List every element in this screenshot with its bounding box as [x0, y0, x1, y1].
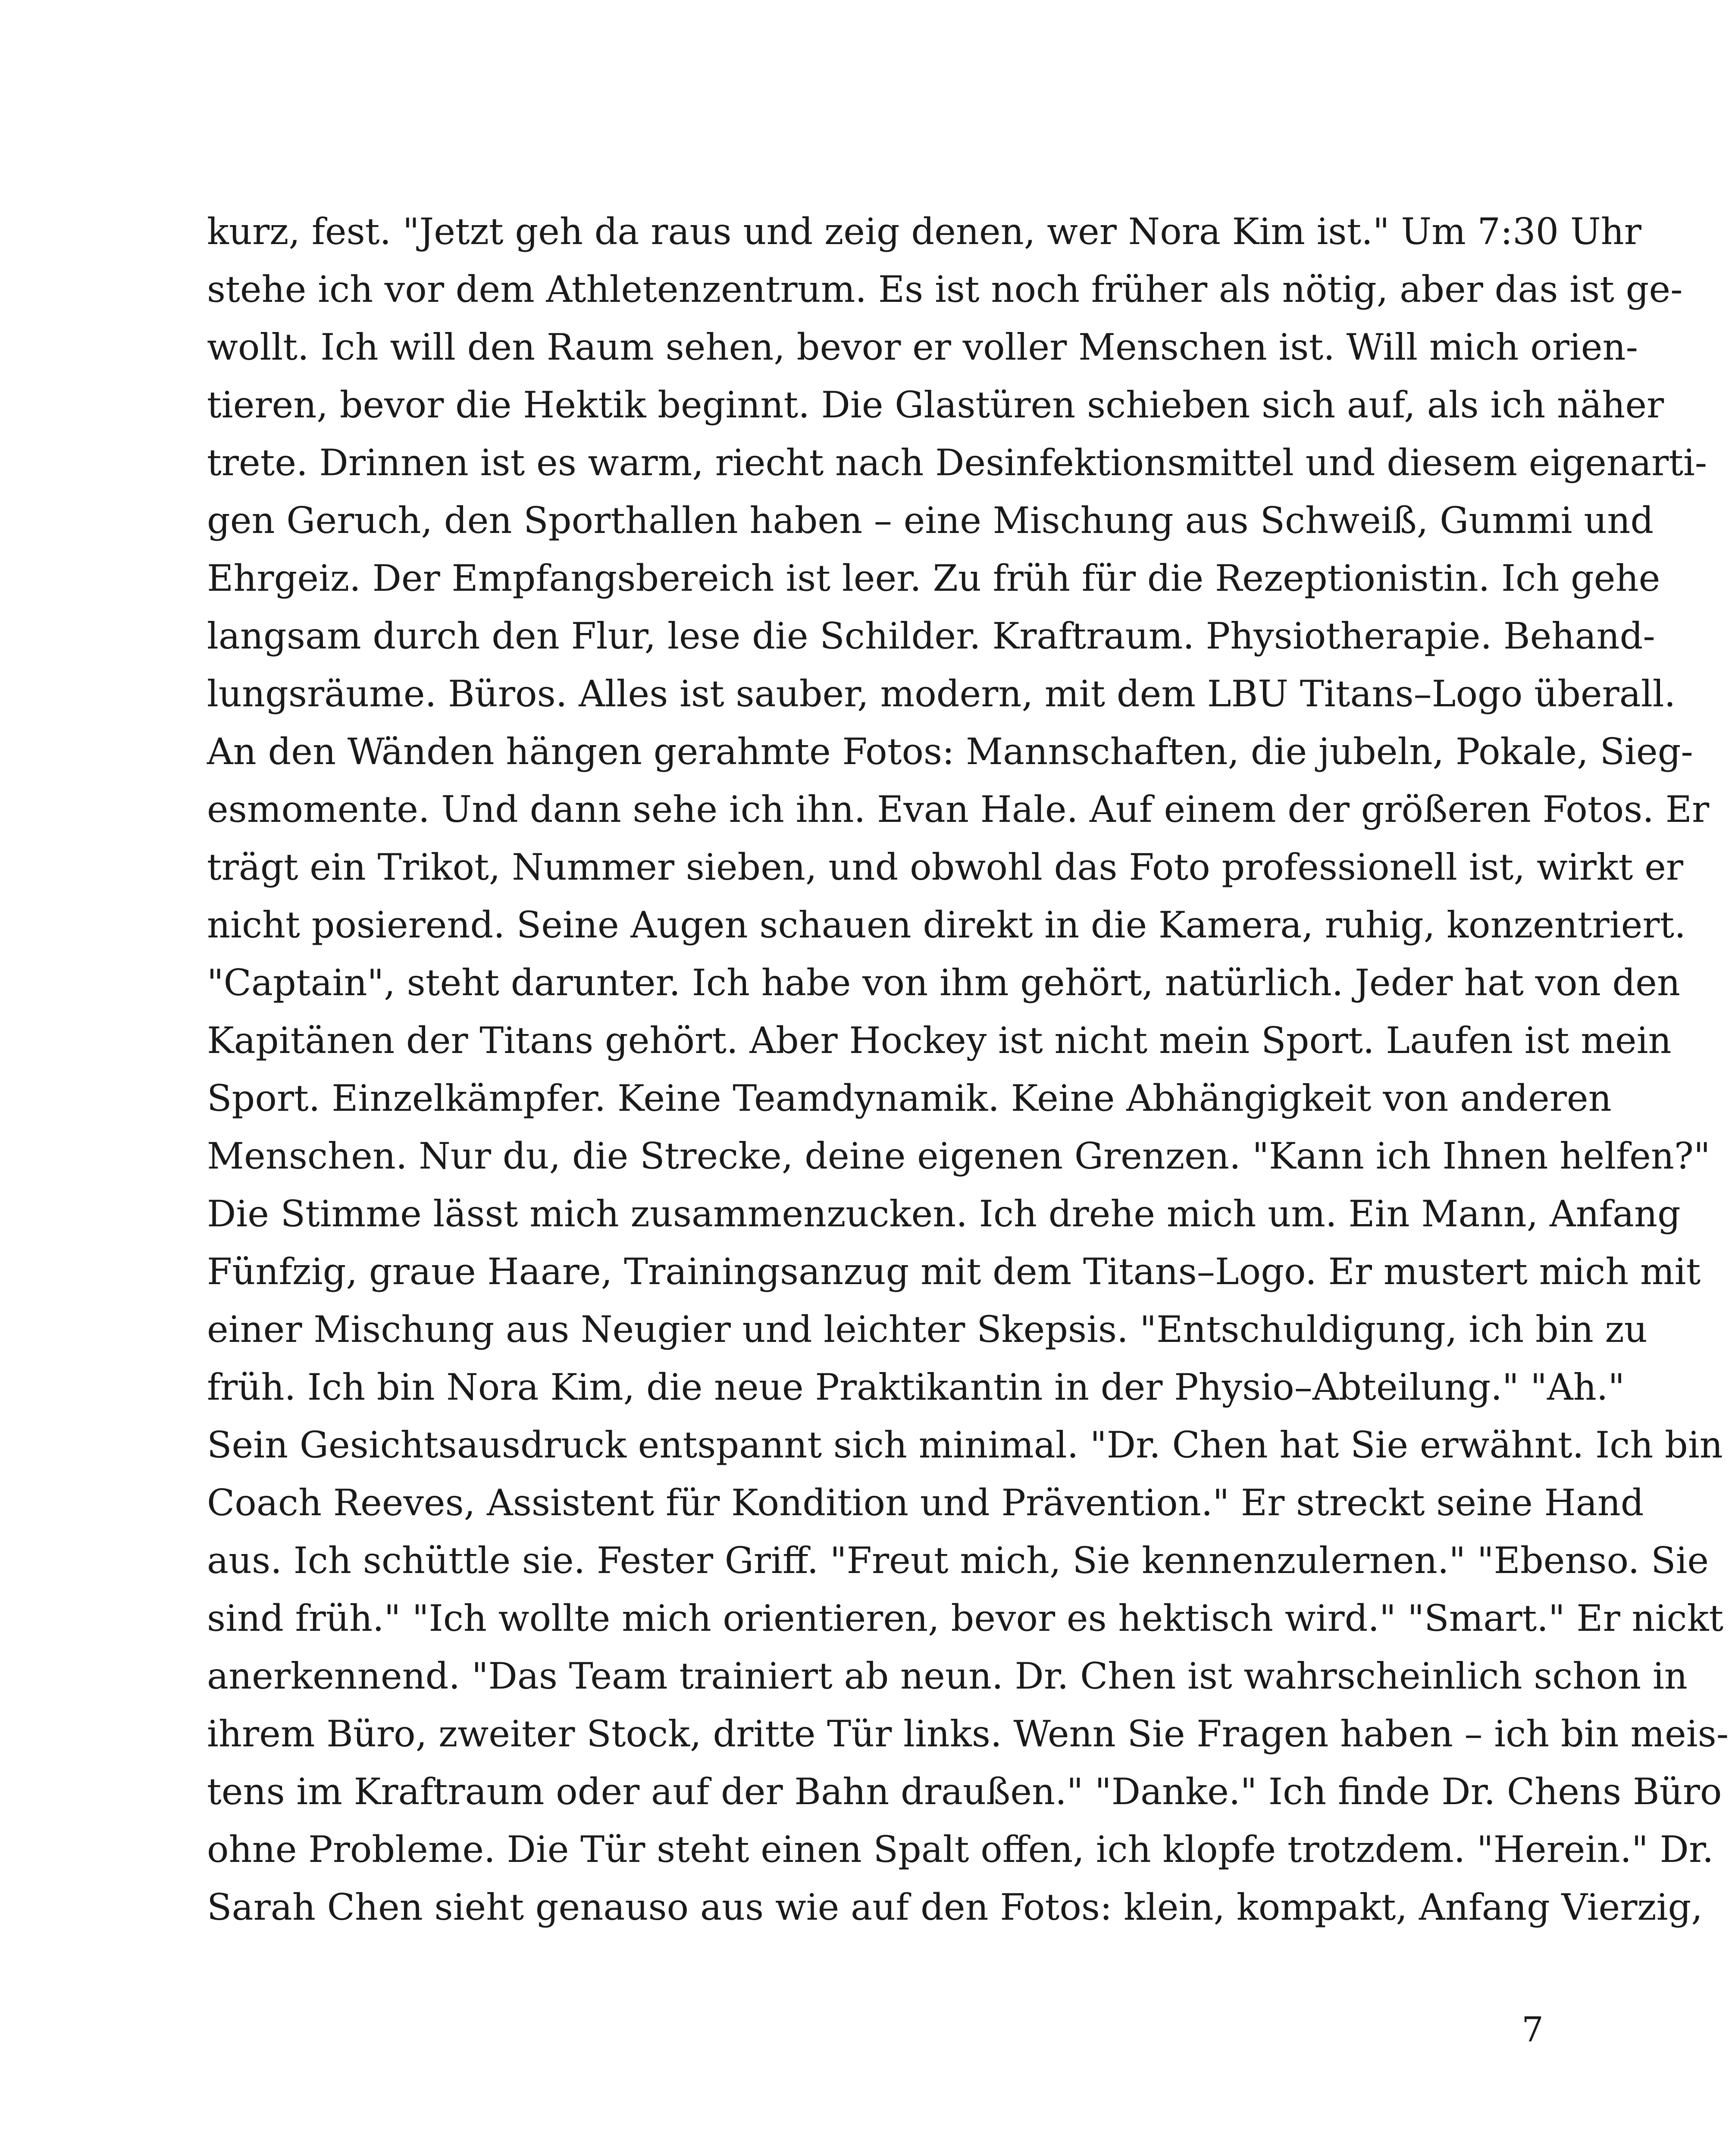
text-line: Ehrgeiz. Der Empfangsbereich ist leer. Zu früh für die Rezeptionistin. Ich gehe	[207, 557, 1660, 599]
text-line: früh. Ich bin Nora Kim, die neue Praktikantin in der Physio–Abteilung." "Ah."	[207, 1366, 1625, 1408]
text-line: einer Mischung aus Neugier und leichter Skepsis. "Entschuldigung, ich bin zu	[207, 1308, 1647, 1351]
text-line: "Captain", steht darunter. Ich habe von ihm gehört, natürlich. Jeder hat von den	[207, 962, 1680, 1004]
text-line: stehe ich vor dem Athletenzentrum. Es ist noch früher als nötig, aber das ist ge-	[207, 268, 1683, 310]
text-line: Fünfzig, graue Haare, Trainingsanzug mit dem Titans–Logo. Er mustert mich mit	[207, 1250, 1701, 1293]
text-line: wollt. Ich will den Raum sehen, bevor er voller Menschen ist. Will mich orien-	[207, 326, 1638, 368]
text-line: ihrem Büro, zweiter Stock, dritte Tür links. Wenn Sie Fragen haben – ich bin meis-	[207, 1713, 1729, 1755]
text-line: tens im Kraftraum oder auf der Bahn draußen." "Danke." Ich finde Dr. Chens Büro	[207, 1771, 1722, 1813]
text-line: kurz, fest. "Jetzt geh da raus und zeig denen, wer Nora Kim ist." Um 7:30 Uhr	[207, 210, 1641, 253]
text-line: Die Stimme lässt mich zusammenzucken. Ich drehe mich um. Ein Mann, Anfang	[207, 1193, 1681, 1235]
text-line: An den Wänden hängen gerahmte Fotos: Mannschaften, die jubeln, Pokale, Sieg-	[207, 730, 1693, 773]
text-line: aus. Ich schüttle sie. Fester Griff. "Freut mich, Sie kennenzulernen." "Ebenso. Sie	[207, 1539, 1709, 1582]
text-line: Sein Gesichtsausdruck entspannt sich minimal. "Dr. Chen hat Sie erwähnt. Ich bin	[207, 1424, 1723, 1466]
text-line: Coach Reeves, Assistent für Kondition und Prävention." Er streckt seine Hand	[207, 1482, 1644, 1524]
page-number: 7	[1522, 2009, 1544, 2049]
text-line: tieren, bevor die Hektik beginnt. Die Glastüren schieben sich auf, als ich näher	[207, 384, 1664, 426]
text-line: langsam durch den Flur, lese die Schilder. Kraftraum. Physiotherapie. Behand-	[207, 615, 1655, 657]
text-line: Menschen. Nur du, die Strecke, deine eigenen Grenzen. "Kann ich Ihnen helfen?"	[207, 1135, 1710, 1177]
text-line: Sarah Chen sieht genauso aus wie auf den Fotos: klein, kompakt, Anfang Vierzig,	[207, 1886, 1703, 1928]
text-line: ohne Probleme. Die Tür steht einen Spalt offen, ich klopfe trotzdem. "Herein." Dr.	[207, 1828, 1714, 1871]
text-line: lungsräume. Büros. Alles ist sauber, modern, mit dem LBU Titans–Logo überall.	[207, 673, 1676, 715]
text-line: trete. Drinnen ist es warm, riecht nach Desinfektionsmittel und diesem eigenarti-	[207, 442, 1707, 484]
text-line: Kapitänen der Titans gehört. Aber Hockey ist nicht mein Sport. Laufen ist mein	[207, 1019, 1672, 1062]
text-line: trägt ein Trikot, Nummer sieben, und obwohl das Foto professionell ist, wirkt er	[207, 846, 1683, 888]
text-line: gen Geruch, den Sporthallen haben – eine Mischung aus Schweiß, Gummi und	[207, 499, 1654, 542]
text-line: Sport. Einzelkämpfer. Keine Teamdynamik. Keine Abhängigkeit von anderen	[207, 1077, 1612, 1119]
text-line: anerkennend. "Das Team trainiert ab neun. Dr. Chen ist wahrscheinlich schon in	[207, 1655, 1688, 1697]
text-line: esmomente. Und dann sehe ich ihn. Evan Hale. Auf einem der größeren Fotos. Er	[207, 788, 1710, 830]
text-line: nicht posierend. Seine Augen schauen direkt in die Kamera, ruhig, konzentriert.	[207, 904, 1686, 946]
body-text	[207, 203, 1729, 1936]
text-line: sind früh." "Ich wollte mich orientieren, bevor es hektisch wird." "Smart." Er nickt	[207, 1597, 1724, 1639]
